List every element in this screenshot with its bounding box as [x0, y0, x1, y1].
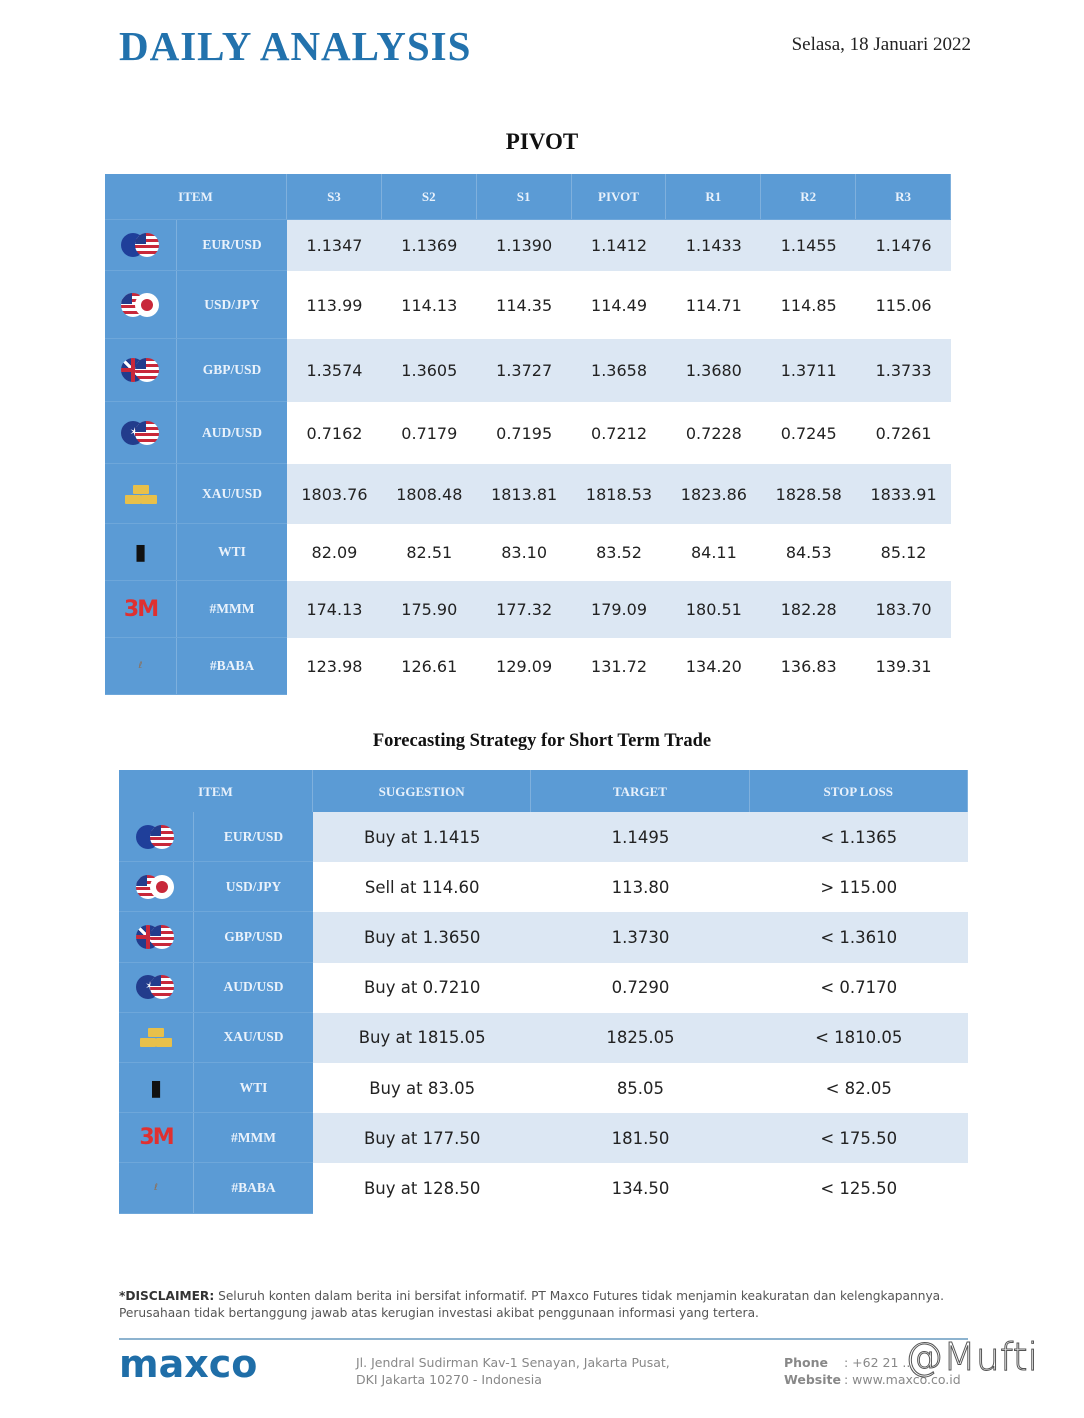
report-date: Selasa, 18 Januari 2022: [791, 34, 971, 55]
instrument-name: XAU/USD: [223, 1029, 284, 1045]
cell-s2: 175.90: [382, 581, 477, 638]
cell-stop-loss: < 82.05: [750, 1063, 968, 1113]
instrument-name: #MMM: [209, 601, 255, 616]
cell-target: 85.05: [531, 1063, 749, 1113]
cell-stop-loss: < 0.7170: [750, 963, 968, 1013]
instrument-name: XAU/USD: [201, 485, 262, 501]
cell-target: 1.1495: [531, 812, 749, 862]
cell-s3: 113.99: [287, 271, 382, 339]
row-icon-cell: [105, 464, 177, 523]
phone-label: Phone: [784, 1355, 829, 1370]
3m-logo-icon: 3M: [139, 1125, 173, 1151]
pivot-row: [105, 464, 951, 524]
cell-r1: 114.71: [666, 271, 761, 339]
cell-s3: 1.3574: [287, 339, 382, 402]
cell-pivot: 114.49: [572, 271, 667, 339]
cell-r1: 134.20: [666, 638, 761, 695]
row-icon-cell: [119, 912, 194, 961]
instrument-name: AUD/USD: [223, 979, 284, 995]
cell-s1: 1813.81: [477, 464, 572, 524]
cell-r3: 183.70: [856, 581, 951, 638]
cell-pivot: 83.52: [572, 524, 667, 581]
column-header-s3: S3: [287, 174, 382, 219]
cell-stop-loss: > 115.00: [750, 862, 968, 912]
website-label: Website: [784, 1372, 841, 1387]
cell-pivot: 179.09: [572, 581, 667, 638]
forecast-row: [119, 912, 968, 962]
pivot-row: [105, 581, 951, 638]
row-icon-cell: [105, 271, 177, 338]
cell-s3: 123.98: [287, 638, 382, 695]
row-label: [105, 220, 287, 271]
row-label: [105, 638, 287, 695]
cell-r1: 180.51: [666, 581, 761, 638]
cell-s1: 83.10: [477, 524, 572, 581]
pivot-row: [105, 524, 951, 581]
pivot-table-body: [105, 220, 951, 695]
row-icon-cell: [119, 1013, 194, 1062]
cell-s2: 114.13: [382, 271, 477, 339]
row-icon-cell: [119, 812, 194, 861]
row-icon-cell: [105, 339, 177, 401]
instrument-name: #BABA: [231, 1179, 276, 1195]
cell-suggestion: Buy at 177.50: [313, 1113, 531, 1163]
pivot-section-title: PIVOT: [505, 129, 579, 154]
instrument-name: #BABA: [209, 658, 255, 673]
row-icon-cell: [119, 1163, 194, 1212]
row-icon-cell: [105, 402, 177, 463]
cell-suggestion: Buy at 1815.05: [313, 1013, 531, 1063]
cell-pivot: 1.3658: [572, 339, 667, 402]
column-header-item: ITEM: [119, 770, 313, 812]
address-line-1: Jl. Jendral Sudirman Kav-1 Senayan, Jakarta Pusat,: [356, 1355, 670, 1370]
instrument-name: EUR/USD: [202, 237, 262, 252]
instrument-name: USD/JPY: [225, 878, 282, 894]
row-icon-cell: [119, 862, 194, 911]
cell-r3: 1833.91: [856, 464, 951, 524]
instrument-name: GBP/USD: [202, 362, 262, 377]
instrument-name: EUR/USD: [223, 828, 284, 844]
phone-value: : +62 21 ...: [844, 1355, 915, 1370]
cell-target: 181.50: [531, 1113, 749, 1163]
cell-target: 0.7290: [531, 963, 749, 1013]
cell-r1: 84.11: [666, 524, 761, 581]
forecast-section-title: Forecasting Strategy for Short Term Trade: [372, 731, 712, 751]
page-title: DAILY ANALYSIS: [119, 23, 472, 69]
cell-r2: 114.85: [761, 271, 856, 339]
maxco-logo: maxco: [119, 1342, 258, 1386]
row-label: [105, 271, 287, 339]
cell-s1: 177.32: [477, 581, 572, 638]
cell-s1: 0.7195: [477, 402, 572, 464]
column-header-r2: R2: [761, 174, 856, 219]
instrument-name: #MMM: [231, 1129, 276, 1145]
column-header-r3: R3: [856, 174, 951, 219]
cell-s2: 1808.48: [382, 464, 477, 524]
forecast-row: [119, 1163, 968, 1213]
aud-usd-flags-icon: [136, 975, 176, 999]
cell-target: 113.80: [531, 862, 749, 912]
disclaimer: [119, 1288, 979, 1322]
row-label: [119, 812, 313, 862]
usd-jpy-flags-icon: [121, 293, 161, 317]
column-header-r1: R1: [666, 174, 761, 219]
gbp-usd-flags-icon: [136, 925, 176, 949]
row-icon-cell: [105, 638, 177, 694]
row-label: [105, 524, 287, 581]
cell-r3: 85.12: [856, 524, 951, 581]
company-address: [356, 1354, 670, 1388]
cell-stop-loss: < 1810.05: [750, 1013, 968, 1063]
instrument-name: USD/JPY: [204, 296, 260, 312]
cell-r2: 84.53: [761, 524, 856, 581]
watermark: @Mufti: [905, 1335, 1039, 1379]
cell-r3: 1.3733: [856, 339, 951, 402]
website-link[interactable]: : www.maxco.co.id: [844, 1372, 961, 1387]
cell-suggestion: Buy at 1.3650: [313, 912, 531, 962]
cell-suggestion: Sell at 114.60: [313, 862, 531, 912]
row-label: [119, 1113, 313, 1163]
row-icon-cell: [105, 524, 177, 580]
pivot-row: [105, 271, 951, 339]
cell-s3: 1803.76: [287, 464, 382, 524]
cell-s2: 82.51: [382, 524, 477, 581]
cell-r3: 0.7261: [856, 402, 951, 464]
column-header-item: ITEM: [105, 174, 287, 219]
forecast-row: [119, 1113, 968, 1163]
gold-bars-icon: [138, 1026, 174, 1048]
cell-r2: 1.3711: [761, 339, 856, 402]
row-label: [105, 402, 287, 464]
cell-target: 134.50: [531, 1163, 749, 1213]
row-label: [105, 464, 287, 524]
instrument-name: GBP/USD: [224, 928, 283, 944]
cell-s3: 1.1347: [287, 220, 382, 271]
cell-target: 1.3730: [531, 912, 749, 962]
cell-pivot: 0.7212: [572, 402, 667, 464]
row-label: [119, 862, 313, 912]
cell-s3: 82.09: [287, 524, 382, 581]
pivot-row: [105, 220, 951, 271]
eur-usd-flags-icon: [136, 825, 176, 849]
row-label: [119, 1063, 313, 1113]
pivot-row: [105, 638, 951, 695]
cell-suggestion: Buy at 83.05: [313, 1063, 531, 1113]
row-label: [105, 339, 287, 402]
cell-pivot: 1818.53: [572, 464, 667, 524]
cell-target: 1825.05: [531, 1013, 749, 1063]
cell-s2: 0.7179: [382, 402, 477, 464]
forecast-table-body: [119, 812, 968, 1214]
oil-barrel-icon: ▮: [134, 539, 147, 565]
forecast-row: [119, 1013, 968, 1063]
oil-barrel-icon: ▮: [149, 1074, 163, 1101]
row-icon-cell: [119, 963, 194, 1012]
forecast-table-header: [119, 770, 968, 812]
forecast-row: [119, 812, 968, 862]
cell-suggestion: Buy at 128.50: [313, 1163, 531, 1213]
footer-divider: [119, 1338, 968, 1340]
cell-suggestion: Buy at 1.1415: [313, 812, 531, 862]
cell-r3: 1.1476: [856, 220, 951, 271]
cell-r2: 136.83: [761, 638, 856, 695]
instrument-name: AUD/USD: [201, 424, 262, 440]
row-icon-cell: [105, 220, 177, 270]
cell-stop-loss: < 1.3610: [750, 912, 968, 962]
row-label: [119, 1163, 313, 1213]
column-header-target: TARGET: [531, 770, 749, 812]
row-icon-cell: [119, 1113, 194, 1162]
cell-r1: 1.1433: [666, 220, 761, 271]
gbp-usd-flags-icon: [121, 358, 161, 382]
cell-r2: 1828.58: [761, 464, 856, 524]
aud-usd-flags-icon: [121, 421, 161, 445]
eur-usd-flags-icon: [121, 233, 161, 257]
column-header-suggestion: SUGGESTION: [313, 770, 531, 812]
row-label: [119, 1013, 313, 1063]
cell-s1: 1.3727: [477, 339, 572, 402]
column-header-stop-loss: STOP LOSS: [750, 770, 968, 812]
cell-stop-loss: < 125.50: [750, 1163, 968, 1213]
column-header-pivot: PIVOT: [572, 174, 667, 219]
cell-r3: 139.31: [856, 638, 951, 695]
cell-r1: 0.7228: [666, 402, 761, 464]
3m-logo-icon: 3M: [123, 596, 158, 622]
cell-r2: 0.7245: [761, 402, 856, 464]
cell-r2: 182.28: [761, 581, 856, 638]
cell-pivot: 1.1412: [572, 220, 667, 271]
alibaba-logo-icon: ℓ: [138, 661, 143, 671]
cell-s1: 129.09: [477, 638, 572, 695]
pivot-row: [105, 402, 951, 464]
cell-s2: 1.1369: [382, 220, 477, 271]
cell-suggestion: Buy at 0.7210: [313, 963, 531, 1013]
cell-r1: 1.3680: [666, 339, 761, 402]
forecast-row: [119, 862, 968, 912]
row-label: [119, 963, 313, 1013]
alibaba-logo-icon: ℓ: [154, 1182, 158, 1193]
forecast-table: [119, 770, 968, 1214]
cell-r3: 115.06: [856, 271, 951, 339]
cell-s1: 114.35: [477, 271, 572, 339]
cell-s3: 0.7162: [287, 402, 382, 464]
cell-r1: 1823.86: [666, 464, 761, 524]
column-header-s2: S2: [382, 174, 477, 219]
disclaimer-label: *DISCLAIMER:: [119, 1289, 215, 1303]
instrument-name: WTI: [218, 544, 246, 559]
cell-s2: 126.61: [382, 638, 477, 695]
pivot-table-header: [105, 174, 951, 220]
usd-jpy-flags-icon: [136, 875, 176, 899]
disclaimer-text-1: Seluruh konten dalam berita ini bersifat informatif. PT Maxco Futures tidak menjamin keakuratan dan kelengkapannya.: [214, 1289, 944, 1303]
row-icon-cell: [119, 1063, 194, 1112]
cell-stop-loss: < 1.1365: [750, 812, 968, 862]
forecast-row: [119, 963, 968, 1013]
cell-s2: 1.3605: [382, 339, 477, 402]
cell-s3: 174.13: [287, 581, 382, 638]
row-label: [105, 581, 287, 638]
cell-pivot: 131.72: [572, 638, 667, 695]
column-header-s1: S1: [477, 174, 572, 219]
pivot-row: [105, 339, 951, 402]
row-label: [119, 912, 313, 962]
gold-bars-icon: [123, 483, 159, 505]
pivot-table: [105, 174, 951, 695]
disclaimer-text-2: Perusahaan tidak bertanggung jawab atas kerugian investasi akibat penggunaan informasi yang tertera.: [119, 1306, 759, 1320]
cell-r2: 1.1455: [761, 220, 856, 271]
row-icon-cell: [105, 581, 177, 637]
instrument-name: WTI: [239, 1079, 268, 1095]
cell-stop-loss: < 175.50: [750, 1113, 968, 1163]
forecast-row: [119, 1063, 968, 1113]
address-line-2: DKI Jakarta 10270 - Indonesia: [356, 1372, 542, 1387]
cell-s1: 1.1390: [477, 220, 572, 271]
